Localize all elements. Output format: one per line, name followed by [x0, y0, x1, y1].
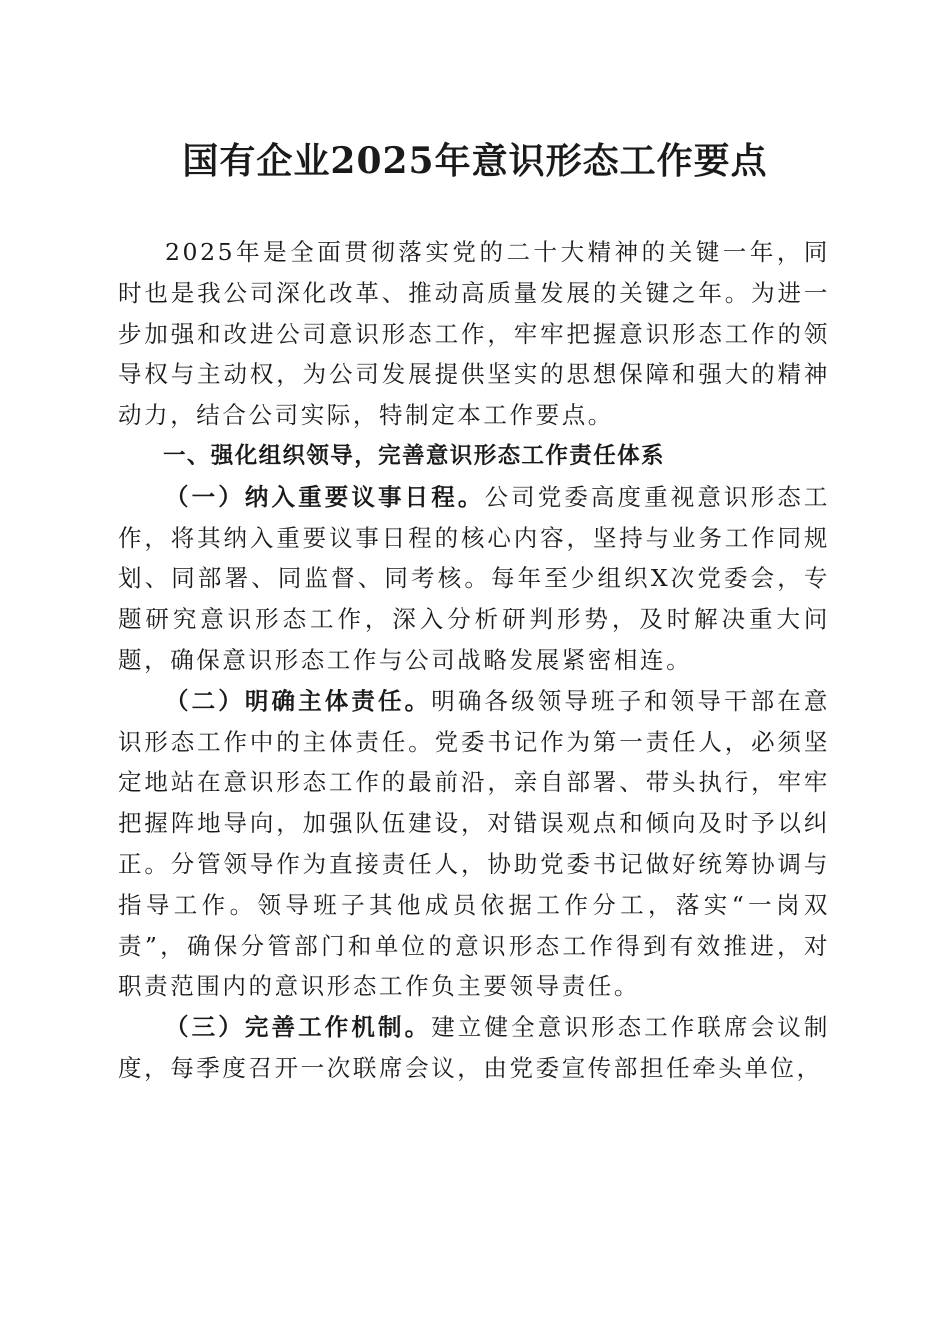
- item-lead-1: （一）纳入重要议事日程。: [165, 482, 485, 511]
- item-text-3: 建立健全意识形态工作联席会议制度，每季度召开一次联席会议，由党委宣传部担任牵头单位，: [118, 1013, 831, 1082]
- document-body: [118, 232, 830, 1089]
- item-text-2: 明确各级领导班子和领导干部在意识形态工作中的主体责任。党委书记作为第一责任人，必须坚定地站在意识形态工作的最前沿，亲自部署、带头执行，牢牢把握阵地导向，加强队伍建设，对错误观点和倾向及时予以纠正。分管领导作为直接责任人，协助党委书记做好统筹协调与指导工作。领导班子其他成员依据工作分工，落实“一岗双责”，确保分管部门和单位的意识形态工作得到有效推进，对职责范围内的意识形态工作负主要领导责任。: [118, 686, 831, 1001]
- item-lead-3: （三）完善工作机制。: [165, 1013, 432, 1042]
- item-text-1: 公司党委高度重视意识形态工作，将其纳入重要议事日程的核心内容，坚持与业务工作同规划、同部署、同监督、同考核。每年至少组织X次党委会，专题研究意识形态工作，深入分析研判形势，及时解决重大问题，确保意识形态工作与公司战略发展紧密相连。: [118, 482, 830, 674]
- item-lead-2: （二）明确主体责任。: [165, 686, 432, 715]
- section-item-1: [118, 477, 830, 681]
- document-title: 国有企业2025年意识形态工作要点: [182, 140, 768, 182]
- section-heading-1: 一、强化组织领导，完善意识形态工作责任体系: [163, 442, 665, 469]
- section-item-3: [118, 1007, 830, 1089]
- intro-paragraph: 2025年是全面贯彻落实党的二十大精神的关键一年，同时也是我公司深化改革、推动高质量发展的关键之年。为进一步加强和改进公司意识形态工作，牢牢把握意识形态工作的领导权与主动权，为公司发展提供坚实的思想保障和强大的精神动力，结合公司实际，特制定本工作要点。: [118, 238, 830, 430]
- section-item-2: [118, 681, 830, 1007]
